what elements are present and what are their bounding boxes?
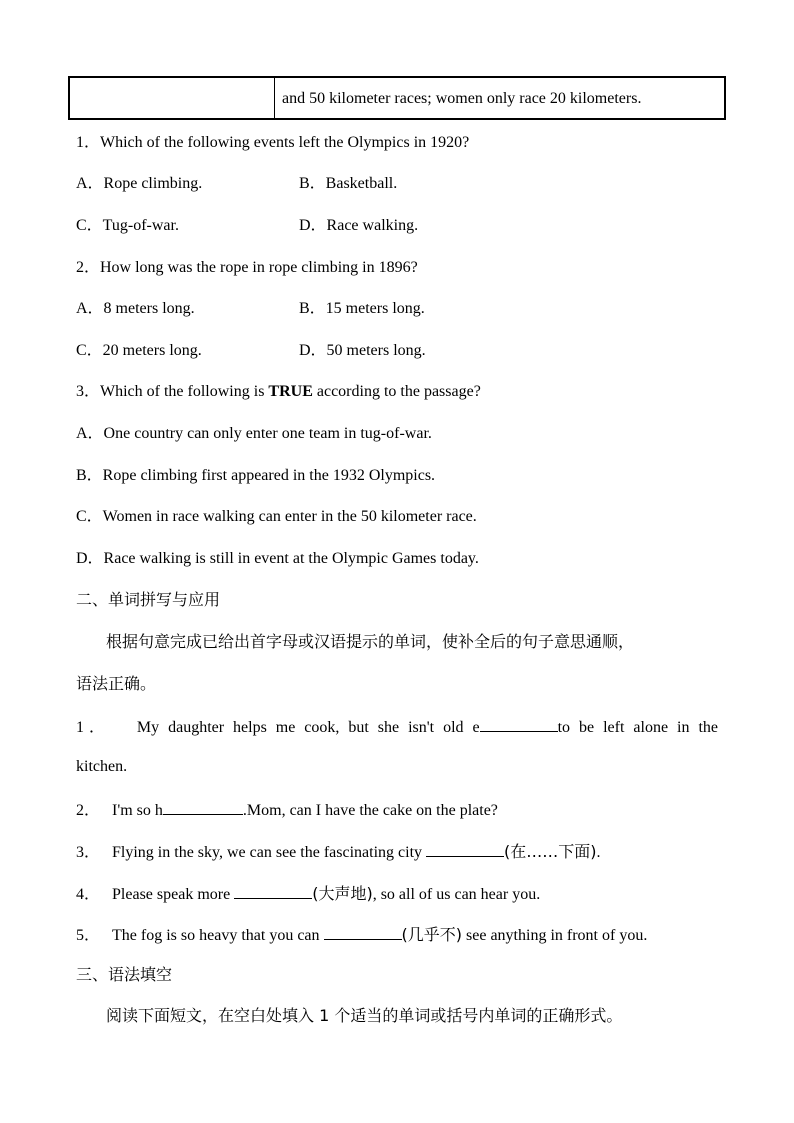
question-3-stem: 3．Which of the following is TRUE according to the passage? (76, 383, 481, 400)
section-2-instruction-line-2: 语法正确。 (76, 674, 157, 693)
word-item-3: 3． Flying in the sky, we can see the fascinating city (在……下面). (76, 842, 601, 861)
question-1-option-b: B．Basketball. (299, 175, 398, 192)
question-3-option-d: D．Race walking is still in event at the Olympic Games today. (76, 550, 479, 567)
word-item-1: 1． My daughter helps me cook, but she isn't old e to be left alone in the (76, 715, 718, 738)
summary-table (68, 76, 726, 120)
word-item-4: 4． Please speak more (大声地), so all of us can hear you. (76, 884, 541, 903)
question-2-option-b: B．15 meters long. (299, 300, 425, 317)
emphasis-true: TRUE (268, 383, 313, 400)
word-item-1-continuation: kitchen. (76, 758, 128, 775)
section-2-heading: 二、单词拼写与应用 (76, 590, 221, 609)
word-item-5: 5． The fog is so heavy that you can (几乎不) see anything in front of you. (76, 925, 648, 944)
section-3-heading: 三、语法填空 (76, 965, 173, 984)
question-1-option-d: D．Race walking. (299, 217, 419, 234)
question-1-option-a: A．Rope climbing. (76, 175, 203, 192)
question-2-option-c: C．20 meters long. (76, 342, 202, 359)
table-cell-divider (274, 78, 275, 118)
section-3-instruction: 阅读下面短文，在空白处填入 1 个适当的单词或括号内单词的正确形式。 (106, 1006, 623, 1025)
question-2-option-d: D．50 meters long. (299, 342, 426, 359)
answer-blank[interactable] (163, 798, 243, 815)
section-2-instruction-line-1: 根据句意完成已给出首字母或汉语提示的单词，使补全后的句子意思通顺， (106, 632, 635, 651)
answer-blank[interactable] (426, 840, 504, 857)
question-3-option-b: B．Rope climbing first appeared in the 1932 Olympics. (76, 467, 436, 484)
question-2-option-a: A．8 meters long. (76, 300, 195, 317)
answer-blank[interactable] (480, 715, 558, 732)
question-1-stem: 1．Which of the following events left the Olympics in 1920? (76, 134, 470, 151)
answer-blank[interactable] (324, 923, 402, 940)
question-3-option-c: C．Women in race walking can enter in the 50 kilometer race. (76, 508, 477, 525)
question-1-option-c: C．Tug-of-war. (76, 217, 179, 234)
table-right-cell: and 50 kilometer races; women only race 20 kilometers. (282, 90, 642, 107)
question-2-stem: 2．How long was the rope in rope climbing in 1896? (76, 259, 418, 276)
answer-blank[interactable] (234, 882, 312, 899)
word-item-2: 2． I'm so h .Mom, can I have the cake on the plate? (76, 798, 498, 821)
question-3-option-a: A．One country can only enter one team in tug-of-war. (76, 425, 432, 442)
